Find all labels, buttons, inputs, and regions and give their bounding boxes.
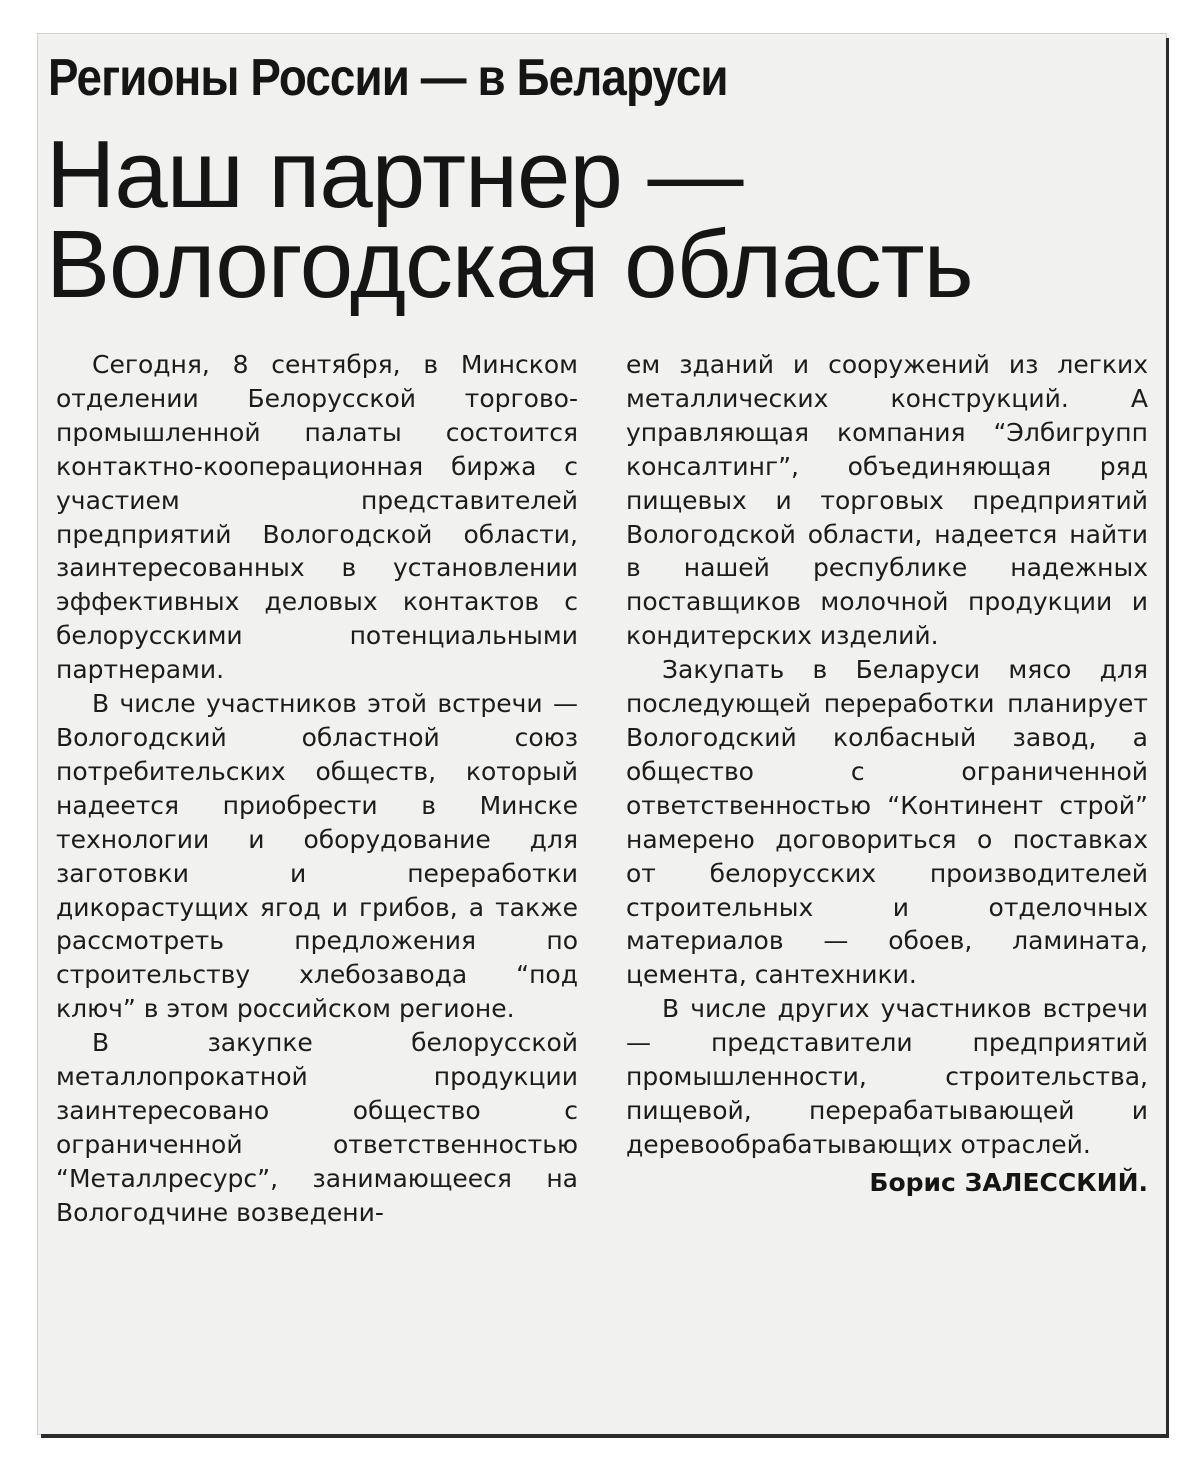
paragraph: В числе других участников встречи — представители предприятий промышленности, строительства, пищевой, перерабатывающей и деревообрабатывающих отраслей. bbox=[626, 994, 1148, 1159]
rubric-heading: Регионы России — в Беларуси bbox=[48, 49, 728, 107]
left-text-column bbox=[56, 348, 578, 1230]
article-headline bbox=[46, 121, 1156, 318]
newspaper-clipping bbox=[38, 34, 1166, 1434]
paragraph: Сегодня, 8 сентября, в Минском отделении Белорусской торгово-промышленной палаты состоится контактно-кооперационная биржа с участием представителей предприятий Вологодской области, заинтересованных в установлении эффективных деловых контактов с белорусскими потенциальными партнерами. bbox=[56, 350, 578, 685]
author-byline: Борис ЗАЛЕССКИЙ. bbox=[869, 1167, 1148, 1197]
right-text-column bbox=[626, 348, 1148, 1200]
paragraph: В закупке белорусской металлопрокатной продукции заинтересовано общество с ограниченной ответственностью “Металлресурс”, занимающееся на Вологодчине возведени- bbox=[56, 1028, 578, 1227]
headline-line-2: Вологодская область bbox=[46, 211, 973, 318]
paragraph: В числе участников этой встречи — Вологодский областной союз потребительских обществ, который надеется приобрести в Минске технологии и оборудование для заготовки и переработки дикорастущих ягод и грибов, а также рассмотреть предложения по строительству хлебозавода “под ключ” в этом российском регионе. bbox=[56, 689, 578, 1024]
paragraph: Закупать в Беларуси мясо для последующей переработки планирует Вологодский колбасный завод, а общество с ограниченной ответственностью “Континент строй” намерено договориться о поставках от белорусских производителей строительных и отделочных материалов — обоев, ламината, цемента, сантехники. bbox=[626, 655, 1148, 990]
headline-line-1: Наш партнер — bbox=[46, 121, 743, 228]
paragraph-continuation: ем зданий и сооружений из легких металлических конструкций. А управляющая компания “Элбигрупп консалтинг”, объединяющая ряд пищевых и торговых предприятий Вологодской области, надеется найти в нашей республике надежных поставщиков молочной продукции и кондитерских изделий. bbox=[626, 350, 1148, 651]
